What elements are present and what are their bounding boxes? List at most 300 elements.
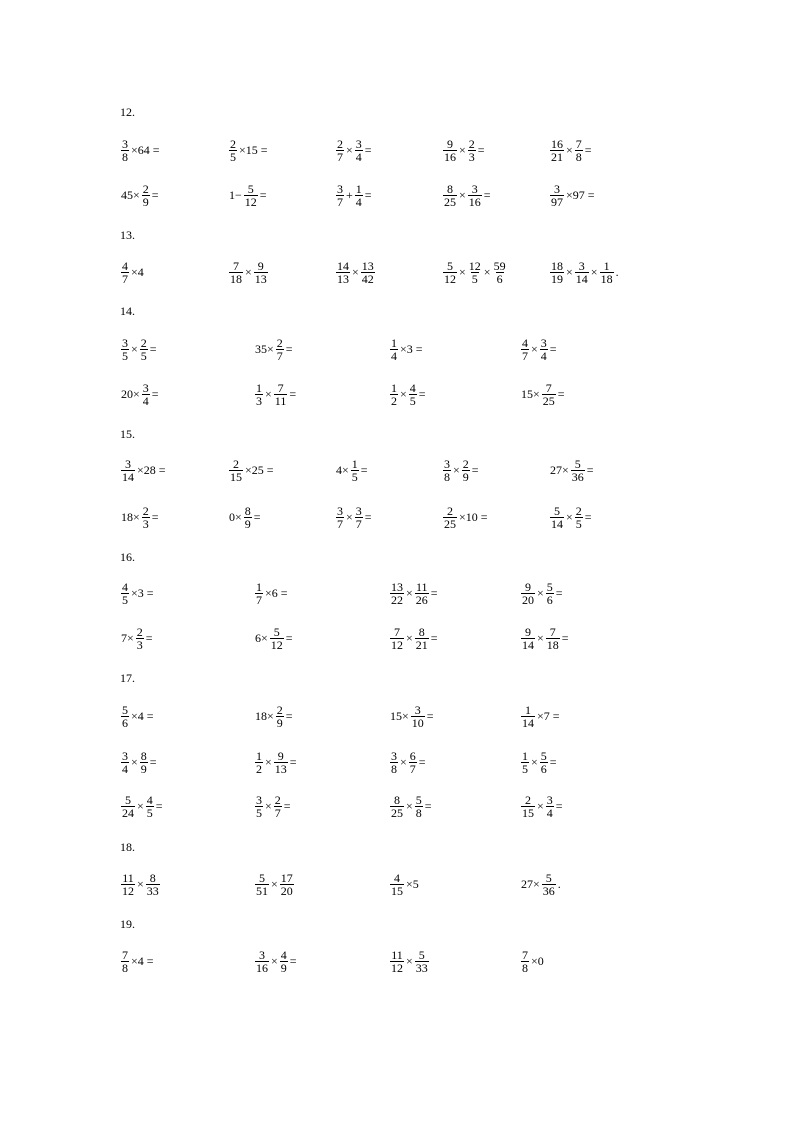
fraction-numerator: 11 xyxy=(122,870,134,885)
math-expression xyxy=(520,872,562,896)
fraction xyxy=(468,183,482,208)
operator-text: = xyxy=(418,755,426,769)
fraction-denominator: 24 xyxy=(122,805,134,820)
fraction-numerator: 4 xyxy=(394,870,400,885)
fraction-denominator: 10 xyxy=(411,715,424,730)
fraction-numerator: 5 xyxy=(273,624,280,639)
math-expression xyxy=(389,581,439,605)
fraction-denominator: 16 xyxy=(468,194,481,209)
fraction-numerator: 17 xyxy=(280,870,293,885)
math-expression xyxy=(389,382,427,406)
fraction-denominator: 3 xyxy=(142,516,149,531)
math-expression xyxy=(335,260,376,284)
fraction-denominator: 3 xyxy=(136,637,143,652)
operator-text: × xyxy=(352,265,359,279)
fraction-numerator: 14 xyxy=(337,258,349,273)
math-expression xyxy=(549,260,620,284)
fraction-numerator: 9 xyxy=(525,579,531,594)
operator-text: 0× xyxy=(229,510,242,524)
fraction-denominator: 21 xyxy=(551,149,563,164)
fraction-numerator: 1 xyxy=(256,748,262,763)
operator-text: = xyxy=(584,510,592,524)
fraction xyxy=(542,382,556,407)
operator-text: = xyxy=(149,342,157,356)
operator-text: × xyxy=(265,387,272,401)
fraction-denominator: 25 xyxy=(542,393,555,408)
fraction-denominator: 26 xyxy=(415,592,428,607)
fraction xyxy=(255,750,263,775)
operator-text: = xyxy=(151,387,159,401)
math-expression xyxy=(549,183,596,207)
math-expression xyxy=(335,183,373,207)
fraction-denominator: 7 xyxy=(122,271,128,286)
operator-text: = xyxy=(426,709,434,723)
fraction-numerator: 5 xyxy=(125,792,131,807)
fraction xyxy=(521,704,535,729)
fraction-denominator: 7 xyxy=(337,149,343,164)
operator-text: × xyxy=(346,143,353,157)
operator-text: ×4 xyxy=(131,265,144,279)
fraction xyxy=(390,794,404,819)
math-expression xyxy=(228,260,269,284)
fraction-numerator: 5 xyxy=(415,792,422,807)
fraction xyxy=(415,794,423,819)
fraction xyxy=(121,794,135,819)
fraction-denominator: 18 xyxy=(600,271,613,286)
fraction-numerator: 2 xyxy=(525,792,531,807)
fraction-denominator: 15 xyxy=(230,469,242,484)
fraction-denominator: 7 xyxy=(337,194,343,209)
operator-text: × xyxy=(346,510,353,524)
fraction-denominator: 7 xyxy=(337,516,343,531)
math-expression xyxy=(442,505,489,529)
fraction-numerator: 1 xyxy=(256,579,262,594)
operator-text: × xyxy=(265,755,272,769)
fraction xyxy=(521,581,535,606)
operator-text: = xyxy=(151,188,159,202)
fraction-numerator: 5 xyxy=(574,456,581,471)
math-expression xyxy=(120,626,154,650)
fraction xyxy=(462,458,470,483)
operator-text: 18× xyxy=(121,510,140,524)
fraction xyxy=(468,260,482,285)
operator-text: = xyxy=(289,387,297,401)
fraction xyxy=(546,581,554,606)
problem-number: 17. xyxy=(120,671,135,685)
fraction-numerator: 7 xyxy=(277,380,284,395)
fraction-numerator: 3 xyxy=(122,136,128,151)
operator-text: . xyxy=(615,265,619,279)
fraction-numerator: 9 xyxy=(525,624,531,639)
fraction-numerator: 7 xyxy=(575,136,582,151)
fraction-numerator: 1 xyxy=(355,181,362,196)
math-expression xyxy=(335,138,373,162)
math-expression xyxy=(335,458,369,482)
fraction xyxy=(142,382,150,407)
fraction-numerator: 11 xyxy=(416,579,428,594)
fraction-numerator: 8 xyxy=(394,792,400,807)
math-expression xyxy=(120,704,155,728)
fraction-numerator: 3 xyxy=(554,181,560,196)
operator-text: ×7 = xyxy=(537,709,560,723)
operator-text: × xyxy=(537,799,544,813)
fraction-denominator: 7 xyxy=(355,516,362,531)
fraction xyxy=(443,505,457,530)
fraction xyxy=(443,138,457,163)
fraction-denominator: 18 xyxy=(230,271,242,286)
fraction-numerator: 3 xyxy=(546,792,553,807)
fraction-numerator: 3 xyxy=(391,748,397,763)
fraction-denominator: 4 xyxy=(546,805,553,820)
fraction xyxy=(550,183,564,208)
fraction-denominator: 5 xyxy=(575,516,582,531)
operator-text: × xyxy=(406,799,413,813)
math-expression xyxy=(389,949,430,973)
fraction-denominator: 19 xyxy=(551,271,563,286)
operator-text: × xyxy=(406,586,413,600)
fraction-denominator: 6 xyxy=(122,715,128,730)
fraction xyxy=(276,704,284,729)
operator-text: × xyxy=(271,877,278,891)
fraction xyxy=(229,138,237,163)
math-expression xyxy=(254,872,295,896)
fraction xyxy=(390,337,398,362)
fraction-numerator: 5 xyxy=(447,258,453,273)
fraction-numerator: 8 xyxy=(447,181,453,196)
math-expression xyxy=(549,505,593,529)
operator-text: × xyxy=(245,265,252,279)
fraction-numerator: 5 xyxy=(546,579,553,594)
math-expression xyxy=(520,704,561,728)
fraction xyxy=(540,337,548,362)
fraction xyxy=(276,337,284,362)
math-expression xyxy=(254,750,298,774)
math-expression xyxy=(228,458,275,482)
fraction-numerator: 4 xyxy=(280,947,287,962)
math-expression xyxy=(389,704,435,728)
fraction-denominator: 4 xyxy=(355,194,362,209)
fraction-numerator: 3 xyxy=(142,380,149,395)
fraction xyxy=(390,382,398,407)
operator-text: = xyxy=(555,799,563,813)
operator-text: × xyxy=(137,799,144,813)
fraction-numerator: 9 xyxy=(277,748,284,763)
fraction xyxy=(411,704,425,729)
math-expression xyxy=(254,704,294,728)
fraction-denominator: 36 xyxy=(542,883,555,898)
fraction xyxy=(355,138,363,163)
fraction xyxy=(415,581,429,606)
fraction xyxy=(521,750,529,775)
fraction-denominator: 25 xyxy=(444,516,456,531)
fraction xyxy=(409,382,417,407)
math-expression xyxy=(120,794,164,818)
math-expression xyxy=(442,458,480,482)
operator-text: 35× xyxy=(255,342,274,356)
operator-text: = xyxy=(283,799,291,813)
fraction xyxy=(255,581,263,606)
fraction xyxy=(600,260,614,285)
fraction-denominator: 42 xyxy=(361,271,374,286)
operator-text: × xyxy=(459,188,466,202)
operator-text: ×28 = xyxy=(137,463,166,477)
fraction-numerator: 13 xyxy=(391,579,403,594)
fraction xyxy=(390,581,404,606)
fraction-numerator: 3 xyxy=(122,748,128,763)
math-expression xyxy=(520,794,564,818)
fraction-numerator: 3 xyxy=(444,456,450,471)
fraction-numerator: 1 xyxy=(391,335,397,350)
fraction-denominator: 25 xyxy=(444,194,456,209)
operator-text: ×64 = xyxy=(131,143,160,157)
fraction-numerator: 2 xyxy=(233,456,239,471)
fraction-numerator: 1 xyxy=(603,258,610,273)
operator-text: × xyxy=(271,954,278,968)
fraction xyxy=(355,183,363,208)
fraction-numerator: 2 xyxy=(276,335,283,350)
fraction-numerator: 2 xyxy=(337,136,343,151)
fraction-denominator: 14 xyxy=(551,516,563,531)
fraction xyxy=(254,260,268,285)
fraction xyxy=(255,794,263,819)
fraction-numerator: 9 xyxy=(257,258,264,273)
fraction-denominator: 13 xyxy=(274,761,287,776)
math-expression xyxy=(254,382,297,406)
problem-number: 13. xyxy=(120,228,135,242)
fraction-denominator: 25 xyxy=(391,805,403,820)
operator-text: ×15 = xyxy=(239,143,268,157)
fraction-denominator: 36 xyxy=(571,469,584,484)
operator-text: × xyxy=(537,586,544,600)
operator-text: = xyxy=(471,463,479,477)
operator-text: × xyxy=(566,510,573,524)
fraction xyxy=(229,458,243,483)
fraction-numerator: 3 xyxy=(355,136,362,151)
fraction xyxy=(575,260,589,285)
fraction-denominator: 8 xyxy=(122,149,128,164)
math-expression xyxy=(254,949,298,973)
fraction xyxy=(390,750,398,775)
operator-text: = xyxy=(364,143,372,157)
operator-text: 27× xyxy=(550,463,569,477)
fraction-numerator: 2 xyxy=(142,181,149,196)
fraction xyxy=(443,260,457,285)
fraction-numerator: 16 xyxy=(551,136,563,151)
fraction-denominator: 4 xyxy=(142,393,149,408)
fraction-numerator: 5 xyxy=(122,702,128,717)
operator-text: = xyxy=(430,586,438,600)
operator-text: × xyxy=(531,342,538,356)
fraction-numerator: 4 xyxy=(122,579,128,594)
fraction-numerator: 2 xyxy=(575,503,582,518)
operator-text: ×3 = xyxy=(131,586,154,600)
math-expression xyxy=(442,260,508,284)
fraction-numerator: 3 xyxy=(337,181,343,196)
fraction-numerator: 5 xyxy=(259,870,265,885)
fraction-numerator: 1 xyxy=(256,380,262,395)
fraction-denominator: 12 xyxy=(122,883,134,898)
fraction-denominator: 4 xyxy=(540,348,547,363)
fraction-numerator: 1 xyxy=(391,380,397,395)
operator-text: ×5 xyxy=(406,877,419,891)
math-expression xyxy=(120,337,158,361)
fraction xyxy=(270,626,284,651)
fraction-numerator: 8 xyxy=(244,503,251,518)
fraction-numerator: 3 xyxy=(414,702,421,717)
fraction xyxy=(415,949,429,974)
fraction-denominator: 14 xyxy=(522,637,534,652)
operator-text: 7× xyxy=(121,631,134,645)
operator-text: = xyxy=(430,631,438,645)
fraction-denominator: 14 xyxy=(122,469,134,484)
fraction-numerator: 3 xyxy=(256,792,262,807)
fraction-denominator: 16 xyxy=(444,149,456,164)
operator-text: 18× xyxy=(255,709,274,723)
fraction xyxy=(121,872,135,897)
fraction-denominator: 9 xyxy=(462,469,469,484)
math-expression xyxy=(335,505,373,529)
operator-text: 6× xyxy=(255,631,268,645)
fraction xyxy=(550,505,564,530)
operator-text: = xyxy=(483,188,491,202)
math-expression xyxy=(389,794,433,818)
operator-text: = xyxy=(555,586,563,600)
fraction xyxy=(390,949,404,974)
fraction-denominator: 97 xyxy=(551,194,563,209)
math-expression xyxy=(442,183,492,207)
math-expression xyxy=(520,581,564,605)
math-expression xyxy=(228,505,262,529)
fraction-denominator: 5 xyxy=(122,592,128,607)
fraction-denominator: 5 xyxy=(256,805,262,820)
fraction-denominator: 51 xyxy=(256,883,268,898)
fraction-numerator: 3 xyxy=(578,258,585,273)
operator-text: = xyxy=(549,342,557,356)
operator-text: × xyxy=(537,631,544,645)
fraction xyxy=(146,794,154,819)
operator-text: × xyxy=(131,342,138,356)
fraction-denominator: 7 xyxy=(274,805,281,820)
operator-text: 4× xyxy=(336,463,349,477)
fraction-numerator: 6 xyxy=(409,748,416,763)
fraction-denominator: 6 xyxy=(496,271,503,286)
fraction-numerator: 7 xyxy=(522,947,528,962)
fraction xyxy=(280,949,288,974)
fraction-numerator: 4 xyxy=(409,380,416,395)
fraction xyxy=(571,458,585,483)
fraction xyxy=(521,794,535,819)
fraction xyxy=(443,183,457,208)
fraction-denominator: 8 xyxy=(391,761,397,776)
fraction-denominator: 5 xyxy=(471,271,478,286)
fraction xyxy=(575,138,583,163)
problem-number: 14. xyxy=(120,304,135,318)
fraction xyxy=(443,458,451,483)
operator-text: 27× xyxy=(521,877,540,891)
fraction-denominator: 12 xyxy=(444,271,456,286)
operator-text: 1− xyxy=(229,188,242,202)
fraction-denominator: 16 xyxy=(256,960,268,975)
problem-number: 12. xyxy=(120,105,135,119)
operator-text: = xyxy=(418,387,426,401)
fraction-numerator: 7 xyxy=(122,947,128,962)
operator-text: ×6 = xyxy=(265,586,288,600)
fraction-denominator: 5 xyxy=(409,393,416,408)
math-expression xyxy=(120,505,160,529)
fraction-denominator: 7 xyxy=(409,761,416,776)
fraction-denominator: 15 xyxy=(522,805,534,820)
operator-text: × xyxy=(590,265,598,279)
fraction-numerator: 3 xyxy=(125,456,131,471)
fraction-numerator: 2 xyxy=(276,702,283,717)
fraction-numerator: 2 xyxy=(447,503,453,518)
math-expression xyxy=(389,337,424,361)
fraction-denominator: 12 xyxy=(270,637,283,652)
fraction-denominator: 21 xyxy=(415,637,428,652)
fraction-numerator: 2 xyxy=(274,792,281,807)
math-expression xyxy=(254,581,289,605)
fraction-numerator: 3 xyxy=(337,503,343,518)
fraction-denominator: 11 xyxy=(274,393,287,408)
fraction xyxy=(546,794,554,819)
fraction xyxy=(390,872,404,897)
math-expression xyxy=(228,183,268,207)
operator-text: × xyxy=(406,954,413,968)
fraction-denominator: 12 xyxy=(391,960,403,975)
fraction-numerator: 13 xyxy=(361,258,374,273)
operator-text: = xyxy=(155,799,163,813)
operator-text: × xyxy=(131,755,138,769)
fraction-denominator: 9 xyxy=(280,960,287,975)
fraction-numerator: 3 xyxy=(471,181,478,196)
fraction-denominator: 14 xyxy=(522,715,534,730)
fraction xyxy=(409,750,417,775)
fraction xyxy=(550,260,564,285)
math-expression xyxy=(520,382,566,406)
fraction xyxy=(542,872,556,897)
fraction xyxy=(121,949,129,974)
operator-text: 15× xyxy=(390,709,409,723)
fraction-denominator: 4 xyxy=(355,149,362,164)
operator-text: × xyxy=(459,265,466,279)
operator-text: = xyxy=(145,631,153,645)
operator-text: 20× xyxy=(121,387,140,401)
fraction-denominator: 8 xyxy=(522,960,528,975)
fraction-numerator: 2 xyxy=(462,456,469,471)
math-expression xyxy=(120,138,161,162)
fraction xyxy=(255,382,263,407)
operator-text: = xyxy=(285,709,293,723)
fraction-denominator: 9 xyxy=(276,715,283,730)
math-expression xyxy=(254,794,292,818)
fraction xyxy=(355,505,363,530)
fraction-denominator: 5 xyxy=(140,348,147,363)
operator-text: 15× xyxy=(521,387,540,401)
operator-text: ×0 xyxy=(531,954,544,968)
fraction xyxy=(140,337,148,362)
fraction-denominator: 33 xyxy=(415,960,428,975)
math-expression xyxy=(120,750,158,774)
fraction xyxy=(136,626,144,651)
fraction-denominator: 5 xyxy=(351,469,358,484)
operator-text: = xyxy=(364,188,372,202)
math-expression xyxy=(254,337,294,361)
fraction-numerator: 4 xyxy=(122,258,128,273)
fraction-denominator: 12 xyxy=(391,637,403,652)
operator-text: = xyxy=(477,143,485,157)
fraction-denominator: 4 xyxy=(391,348,397,363)
fraction-denominator: 13 xyxy=(254,271,267,286)
